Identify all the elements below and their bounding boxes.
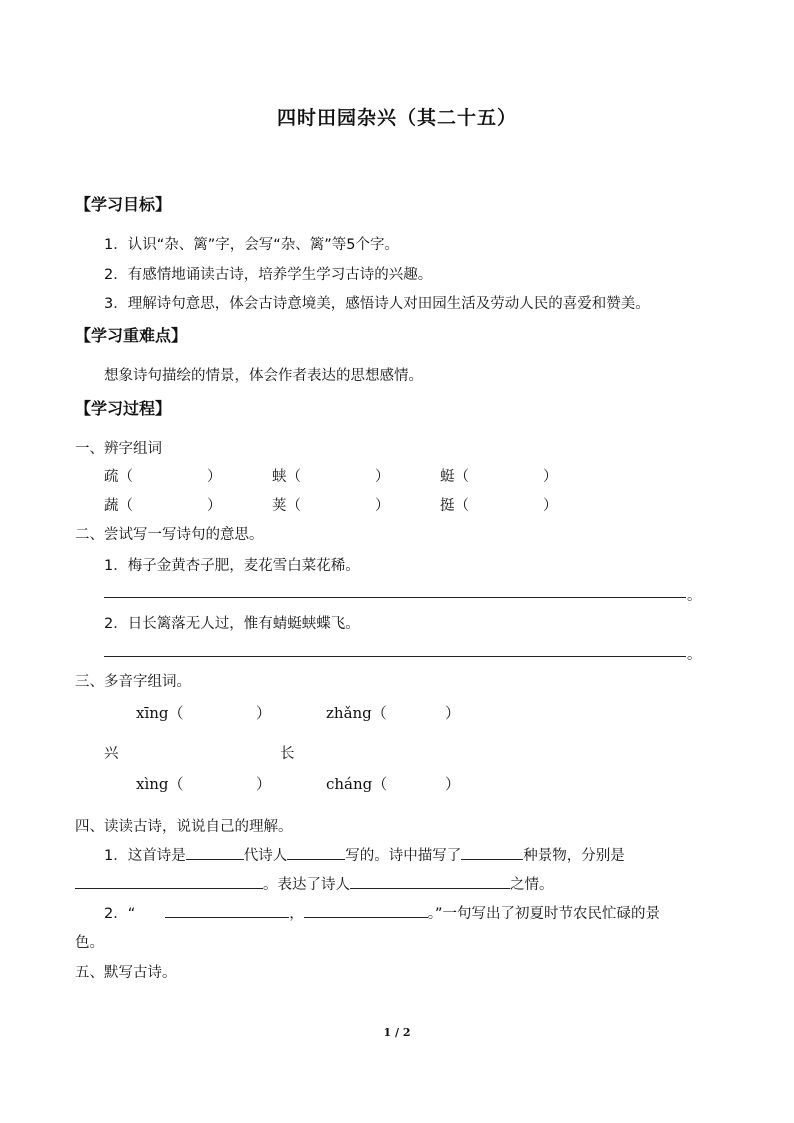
answer-line: [104, 656, 686, 657]
section-heading-goals: 【学习目标】: [75, 195, 172, 214]
blank: [304, 903, 428, 918]
goal-item: 3．理解诗句意思，体会古诗意境美，感悟诗人对田园生活及劳动人民的喜爱和赞美。: [104, 296, 650, 312]
q2-item: 2．日长篱落无人过，惟有蜻蜓蛱蝶飞。: [104, 616, 360, 632]
polyphone-char: 兴: [104, 746, 119, 762]
q4-text: 2．“: [104, 906, 136, 922]
pinyin-close: ）: [445, 704, 461, 722]
q1-word-close: ）: [543, 498, 558, 514]
answer-line: [104, 597, 686, 598]
pinyin-close: ）: [256, 775, 272, 793]
pinyin-close: ）: [445, 775, 461, 793]
q4-text: 。”一句写出了初夏时节农民忙碌的景: [427, 906, 661, 922]
q2-heading: 二、尝试写一写诗句的意思。: [75, 527, 264, 543]
q1-word-open: 挺（: [440, 498, 469, 514]
q2-item: 1．梅子金黄杏子肥，麦花雪白菜花稀。: [104, 558, 360, 574]
section-heading-process: 【学习过程】: [75, 399, 172, 418]
answer-line-end: 。: [687, 647, 702, 663]
pinyin-open: xīng（: [136, 704, 184, 722]
q4-line: [75, 873, 554, 894]
q1-word-close: ）: [207, 469, 222, 485]
blank: [165, 903, 289, 918]
q4-text: 之情。: [510, 877, 554, 893]
pinyin-open: xìng（: [136, 775, 184, 793]
page-title: 四时田园杂兴（其二十五）: [276, 107, 517, 129]
q4-text: ，: [289, 906, 304, 922]
q4-text: 色。: [75, 935, 104, 951]
goal-item: 1．认识“杂、篱”字，会写“杂、篱”等5个字。: [104, 237, 399, 253]
blank: [287, 845, 345, 860]
q4-text: 代诗人: [243, 848, 288, 864]
q4-line: [104, 844, 625, 865]
q1-word-open: 蔬（: [104, 498, 133, 514]
q1-word-open: 蛱（: [272, 469, 301, 485]
blank: [75, 874, 263, 889]
goal-item: 2．有感情地诵读古诗，培养学生学习古诗的兴趣。: [104, 267, 433, 283]
q4-text: 1．这首诗是: [104, 848, 186, 864]
q1-heading: 一、辨字组词: [75, 441, 162, 457]
q1-word-open: 荚（: [272, 498, 301, 514]
blank: [350, 874, 510, 889]
q1-word-open: 蜓（: [440, 469, 469, 485]
q1-word-close: ）: [543, 469, 558, 485]
q1-word-close: ）: [207, 498, 222, 514]
pinyin-close: ）: [256, 704, 272, 722]
q5-heading: 五、默写古诗。: [75, 965, 177, 981]
blank: [186, 845, 244, 860]
q1-word-close: ）: [375, 469, 390, 485]
q4-line: [104, 902, 660, 923]
section-heading-key-points: 【学习重难点】: [75, 326, 188, 345]
pinyin-open: cháng（: [326, 775, 388, 793]
q4-heading: 四、读读古诗，说说自己的理解。: [75, 819, 293, 835]
q1-word-open: 疏（: [104, 469, 133, 485]
key-points-text: 想象诗句描绘的情景，体会作者表达的思想感情。: [104, 368, 423, 384]
q4-text: 。表达了诗人: [263, 877, 350, 893]
q1-word-close: ）: [375, 498, 390, 514]
q3-heading: 三、多音字组词。: [75, 674, 191, 690]
polyphone-char: 长: [280, 746, 295, 762]
q4-text: 种景物，分别是: [523, 848, 625, 864]
blank: [461, 845, 523, 860]
page-number: 1 / 2: [383, 1026, 411, 1039]
pinyin-open: zhǎng（: [326, 704, 387, 722]
q4-text: 写的。诗中描写了: [345, 848, 462, 864]
answer-line-end: 。: [687, 588, 702, 604]
